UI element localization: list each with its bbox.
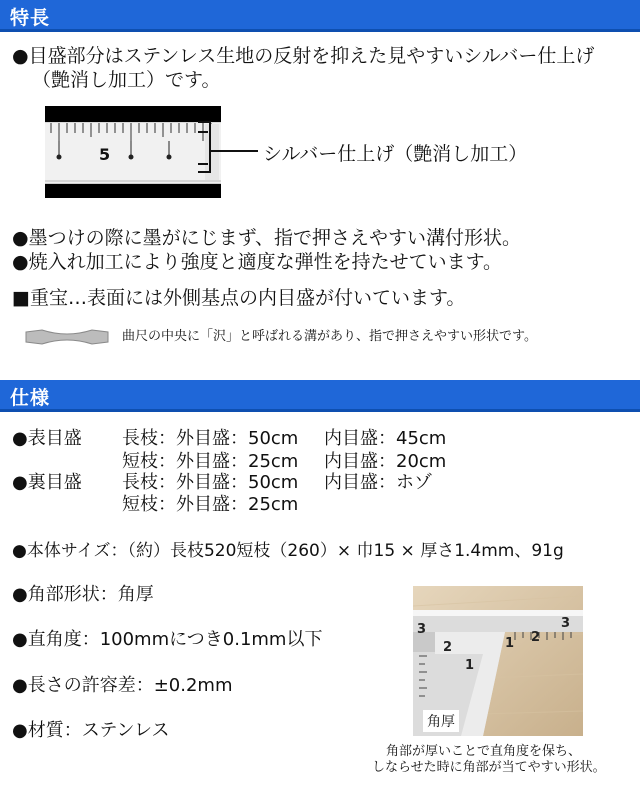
- spec-face-label: ●表目盛: [12, 428, 82, 449]
- spec-back-long: 長枝：外目盛：50cm: [122, 472, 299, 493]
- spec-back-long-inner: 内目盛：ホゾ: [324, 472, 432, 493]
- spec-size: ●本体サイズ：（約）長枝520短枝（260）× 巾15 × 厚さ1.4mm、91g: [12, 541, 564, 561]
- spec-tolerance: ●長さの許容差：±0.2mm: [12, 675, 233, 696]
- features-header-bar: [0, 0, 640, 32]
- spec-face-short: 短枝：外目盛：25cm: [122, 451, 299, 472]
- photo-digit: 1: [505, 636, 515, 651]
- photo-digit: 3: [417, 622, 427, 637]
- photo-digit: 3: [561, 616, 571, 631]
- spec-back-short: 短枝：外目盛：25cm: [122, 494, 299, 515]
- features-header-title: 特長: [10, 7, 51, 29]
- feature-item-finish-line1: ●目盛部分はステンレス生地の反射を抑えた見やすいシルバー仕上げ: [12, 45, 595, 67]
- corner-photo: [413, 586, 583, 736]
- ruler-strip: [45, 122, 221, 184]
- spec-squareness: ●直角度：100mmにつき0.1mm以下: [12, 629, 323, 650]
- ruler-ticks: [45, 123, 221, 183]
- specs-header-title: 仕様: [10, 387, 51, 409]
- groove-note-text: 曲尺の中央に「沢」と呼ばれる溝があり、指で押さえやすい形状です。: [122, 329, 537, 344]
- bracket-icon: [196, 120, 260, 184]
- spec-corner: ●角部形状：角厚: [12, 584, 154, 605]
- feature-item-hardening: ●焼入れ加工により強度と適度な弾性を持たせています。: [12, 251, 503, 273]
- ruler-image: [45, 106, 221, 198]
- feature-item-finish-line2: （艶消し加工）です。: [32, 69, 221, 91]
- ruler-callout-text: シルバー仕上げ（艶消し加工）: [263, 143, 528, 165]
- photo-digit: 2: [531, 630, 541, 645]
- specs-header-bar: [0, 380, 640, 412]
- photo-digit: 2: [443, 640, 453, 655]
- spec-face-long-inner: 内目盛：45cm: [324, 428, 447, 449]
- photo-digit: 1: [465, 658, 475, 673]
- spec-face-short-inner: 内目盛：20cm: [324, 451, 447, 472]
- feature-item-inner-scale: ■重宝…表面には外側基点の内目盛が付いています。: [12, 287, 466, 309]
- groove-shape-icon: [24, 327, 110, 347]
- spec-face-long: 長枝：外目盛：50cm: [122, 428, 299, 449]
- photo-caption-line2: しならせた時に角部が当てやすい形状。: [372, 760, 606, 775]
- spec-back-label: ●裏目盛: [12, 472, 82, 493]
- ruler-number-label: 5: [99, 145, 111, 164]
- photo-caption-line1: 角部が厚いことで直角度を保ち、: [386, 744, 582, 759]
- photo-label: 角厚: [423, 710, 459, 732]
- feature-item-groove: ●墨つけの際に墨がにじまず、指で押さえやすい溝付形状。: [12, 227, 522, 249]
- spec-material: ●材質：ステンレス: [12, 720, 170, 741]
